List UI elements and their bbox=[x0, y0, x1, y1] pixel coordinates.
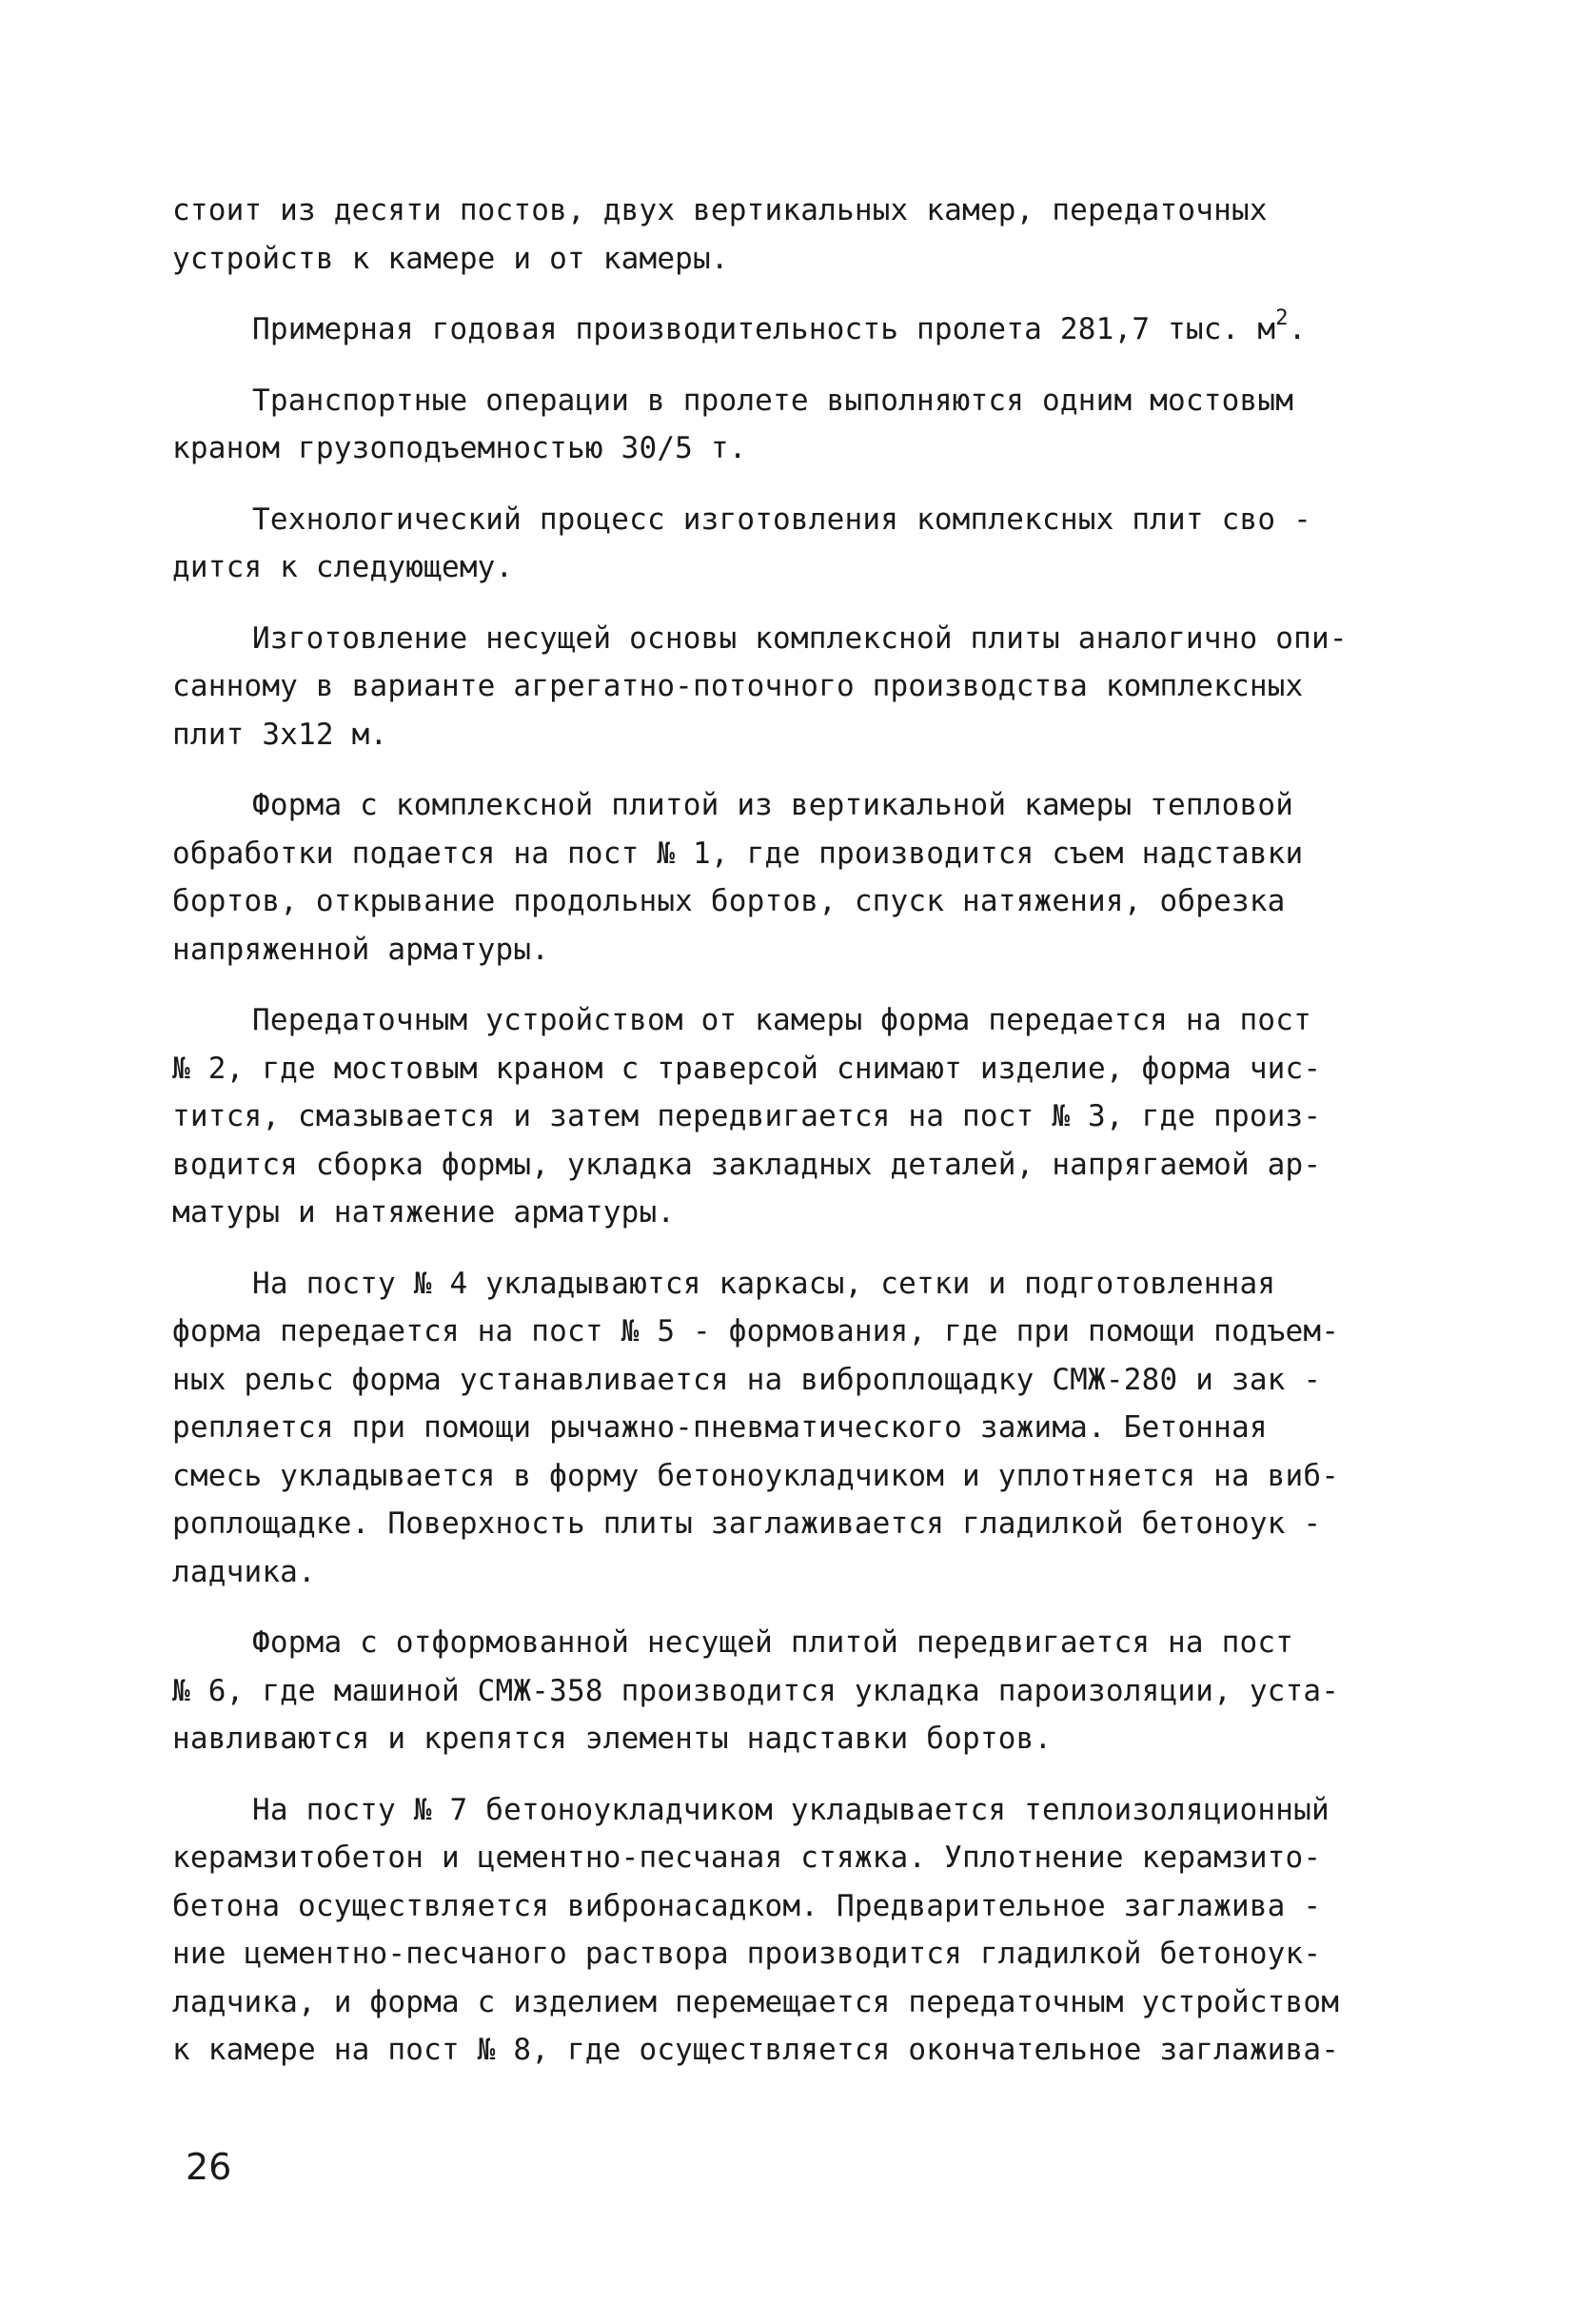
text-line: ладчика. bbox=[172, 1554, 316, 1589]
paragraph-6 bbox=[172, 781, 1438, 974]
paragraph-9 bbox=[172, 1619, 1438, 1763]
text-line: бетона осуществляется вибронасадком. Предварительное заглажива - bbox=[172, 1888, 1322, 1923]
page-number: 26 bbox=[186, 2146, 232, 2188]
text-line: матуры и натяжение арматуры. bbox=[172, 1195, 676, 1230]
text-line: водится сборка формы, укладка закладных деталей, напрягаемой ар- bbox=[172, 1147, 1322, 1182]
text-line-tail: . bbox=[1288, 312, 1307, 346]
text-line: стоит из десяти постов, двух вертикальных камер, передаточных bbox=[172, 193, 1268, 227]
text-line: № 2, где мостовым краном с траверсой снимают изделие, форма чис- bbox=[172, 1051, 1322, 1086]
document-body bbox=[172, 187, 1438, 2097]
text-line: форма передается на пост № 5 - формования, где при помощи подъем- bbox=[172, 1314, 1340, 1348]
text-line: На посту № 7 бетоноукладчиком укладывается теплоизоляционный bbox=[252, 1792, 1330, 1827]
text-line: репляется при помощи рычажно-пневматического зажима. Бетонная bbox=[172, 1410, 1268, 1445]
paragraph-10 bbox=[172, 1786, 1438, 2075]
text-line: керамзитобетон и цементно-песчаная стяжка. Уплотнение керамзито- bbox=[172, 1840, 1322, 1875]
text-line: плит 3х12 м. bbox=[172, 717, 388, 752]
text-line: навливаются и крепятся элементы надставки бортов. bbox=[172, 1722, 1053, 1756]
text-line: обработки подается на пост № 1, где производится съем надставки bbox=[172, 836, 1304, 871]
text-line: бортов, открывание продольных бортов, спуск натяжения, обрезка bbox=[172, 884, 1286, 918]
text-line: Технологический процесс изготовления комплексных плит сво - bbox=[252, 502, 1311, 537]
text-line bbox=[172, 305, 1438, 354]
text-line: роплощадке. Поверхность плиты заглаживается гладилкой бетоноук - bbox=[172, 1506, 1322, 1541]
text-line: устройств к камере и от камеры. bbox=[172, 241, 729, 276]
text-line: краном грузоподъемностью 30/5 т. bbox=[172, 431, 747, 465]
text-line: напряженной арматуры. bbox=[172, 932, 550, 967]
superscript-exponent: 2 bbox=[1275, 305, 1289, 330]
text-line: дится к следующему. bbox=[172, 550, 514, 584]
text-line: ладчика, и форма с изделием перемещается передаточным устройством bbox=[172, 1984, 1340, 2019]
paragraph-7 bbox=[172, 996, 1438, 1237]
text-line: На посту № 4 укладываются каркасы, сетки и подготовленная bbox=[252, 1266, 1276, 1301]
text-line: ных рельс форма устанавливается на виброплощадку СМЖ-280 и зак - bbox=[172, 1362, 1322, 1397]
text-line: Передаточным устройством от камеры форма передается на пост bbox=[252, 1003, 1311, 1037]
paragraph-5 bbox=[172, 615, 1438, 759]
text-line: к камере на пост № 8, где осуществляется окончательное заглажива- bbox=[172, 2033, 1340, 2067]
text-line: ние цементно-песчаного раствора производится гладилкой бетоноук- bbox=[172, 1937, 1322, 1971]
text-line-main: Примерная годовая производительность пролета 281,7 тыс. м bbox=[252, 312, 1276, 346]
text-line: Форма с комплексной плитой из вертикальной камеры тепловой bbox=[252, 788, 1294, 822]
text-line: смесь укладывается в форму бетоноукладчиком и уплотняется на виб- bbox=[172, 1458, 1340, 1493]
paragraph-2 bbox=[172, 305, 1438, 354]
text-line: № 6, где машиной СМЖ-358 производится укладка пароизоляции, уста- bbox=[172, 1673, 1340, 1708]
text-line: санному в варианте агрегатно-поточного производства комплексных bbox=[172, 669, 1304, 703]
paragraph-1 bbox=[172, 187, 1438, 283]
paragraph-8 bbox=[172, 1260, 1438, 1597]
text-line: тится, смазывается и затем передвигается на пост № 3, где произ- bbox=[172, 1099, 1322, 1133]
paragraph-3 bbox=[172, 377, 1438, 473]
paragraph-4 bbox=[172, 496, 1438, 592]
text-line: Транспортные операции в пролете выполняются одним мостовым bbox=[252, 383, 1294, 418]
text-line: Изготовление несущей основы комплексной плиты аналогично опи- bbox=[252, 620, 1348, 656]
text-line: Форма с отформованной несущей плитой передвигается на пост bbox=[252, 1625, 1294, 1660]
